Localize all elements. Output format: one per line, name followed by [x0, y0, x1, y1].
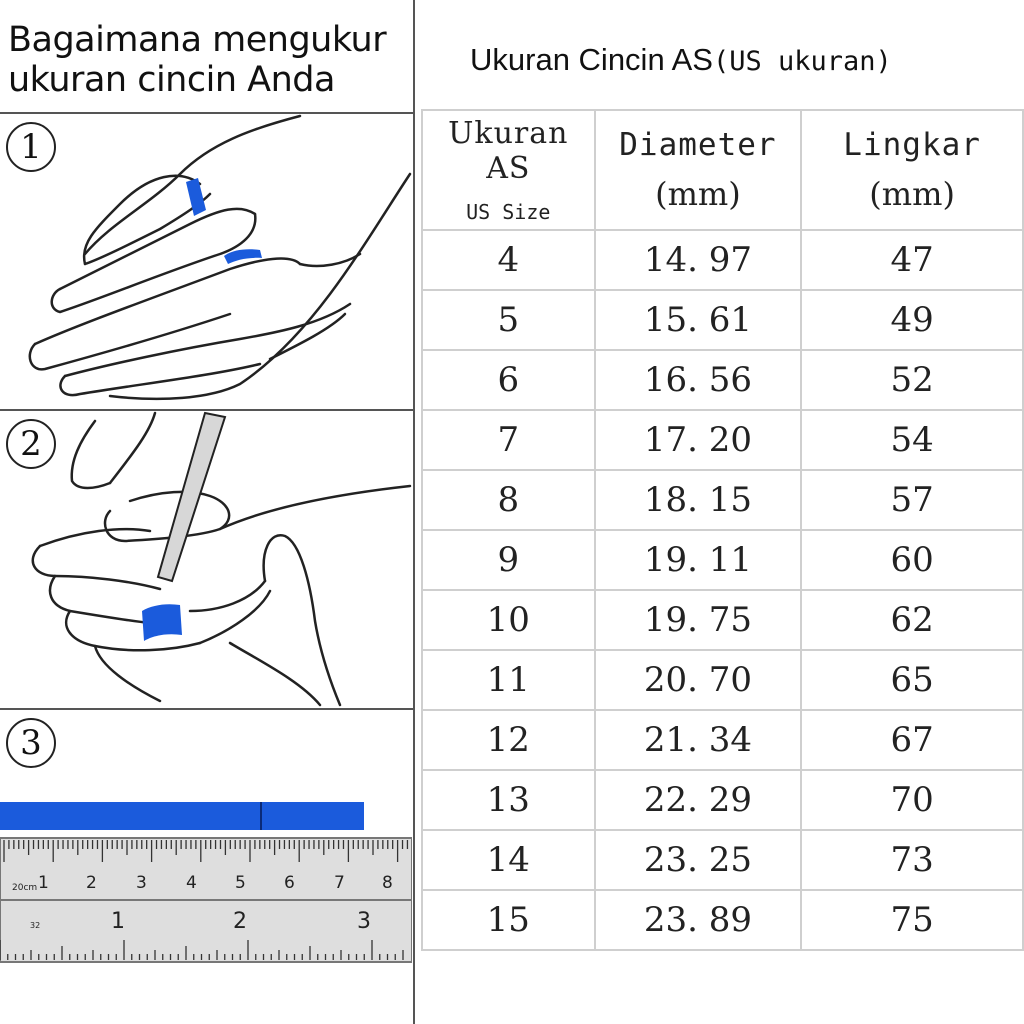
- cell-circumference: 70: [801, 770, 1023, 830]
- cell-us-size: 9: [422, 530, 595, 590]
- table-row: [422, 830, 1023, 890]
- table-row: [422, 710, 1023, 770]
- cell-circumference: 52: [801, 350, 1023, 410]
- header-us-size-sub: US Size: [466, 200, 551, 224]
- cell-circumference: 54: [801, 410, 1023, 470]
- cell-diameter: 19. 75: [595, 590, 802, 650]
- step2-hand-pen-illustration: [0, 411, 412, 707]
- cell-us-size: 13: [422, 770, 595, 830]
- ruler-cm-4: 4: [186, 873, 197, 893]
- cell-circumference: 60: [801, 530, 1023, 590]
- table-row: [422, 650, 1023, 710]
- cell-diameter: 16. 56: [595, 350, 802, 410]
- cell-diameter: 21. 34: [595, 710, 802, 770]
- left-title-line1: Bagaimana mengukur: [8, 20, 387, 60]
- header-us-size: [422, 110, 595, 230]
- size-chart-title-sub: (US ukuran): [712, 46, 892, 77]
- table-row: [422, 770, 1023, 830]
- ruler-cm-6: 6: [284, 873, 295, 893]
- cell-us-size: 7: [422, 410, 595, 470]
- step1-hand-illustration: [0, 114, 412, 408]
- table-row: [422, 410, 1023, 470]
- left-title-line2: ukuran cincin Anda: [8, 60, 335, 100]
- step-3-number: 3: [6, 718, 56, 768]
- cell-diameter: 18. 15: [595, 470, 802, 530]
- left-title: [8, 20, 413, 100]
- step-1-number: 1: [6, 122, 56, 172]
- ruler-cm-label: 20cm: [12, 883, 38, 893]
- ruler-cm-8: 8: [382, 873, 393, 893]
- header-diameter-main: Diameter: [619, 127, 777, 163]
- cell-us-size: 11: [422, 650, 595, 710]
- cell-circumference: 57: [801, 470, 1023, 530]
- ruler-cm-5: 5: [235, 873, 246, 893]
- table-row: [422, 350, 1023, 410]
- table-header-row: [422, 110, 1023, 230]
- ruler-cm-2: 2: [86, 873, 97, 893]
- ruler-inch-1: 1: [111, 909, 125, 934]
- cell-circumference: 47: [801, 230, 1023, 290]
- header-diameter-unit: (mm): [655, 175, 741, 213]
- header-us-size-main: Ukuran AS: [448, 116, 569, 186]
- cell-us-size: 8: [422, 470, 595, 530]
- cell-circumference: 62: [801, 590, 1023, 650]
- cell-us-size: 10: [422, 590, 595, 650]
- table-row: [422, 530, 1023, 590]
- cell-circumference: 73: [801, 830, 1023, 890]
- vertical-divider: [413, 0, 415, 1024]
- ring-size-table: [421, 109, 1024, 951]
- table-row: [422, 230, 1023, 290]
- cell-diameter: 23. 25: [595, 830, 802, 890]
- size-chart-title: [470, 42, 892, 78]
- measured-tape-strip: [0, 802, 364, 830]
- step3-tape-ruler-illustration: [0, 800, 412, 968]
- cell-us-size: 6: [422, 350, 595, 410]
- table-row: [422, 890, 1023, 950]
- cell-us-size: 5: [422, 290, 595, 350]
- ruler-cm-7: 7: [334, 873, 345, 893]
- table-row: [422, 590, 1023, 650]
- cell-circumference: 65: [801, 650, 1023, 710]
- header-circumference-unit: (mm): [869, 175, 955, 213]
- cell-diameter: 20. 70: [595, 650, 802, 710]
- header-circumference: [801, 110, 1023, 230]
- cell-us-size: 12: [422, 710, 595, 770]
- size-chart-title-main: Ukuran Cincin AS: [470, 42, 713, 77]
- ruler-inch-3: 3: [357, 909, 371, 934]
- cell-us-size: 14: [422, 830, 595, 890]
- ruler-cm-1: 1: [38, 873, 49, 893]
- cell-diameter: 15. 61: [595, 290, 802, 350]
- table-row: [422, 290, 1023, 350]
- cell-us-size: 15: [422, 890, 595, 950]
- cell-diameter: 19. 11: [595, 530, 802, 590]
- ruler-inch-label: 32: [30, 921, 41, 930]
- divider-step3: [0, 708, 414, 710]
- table-row: [422, 470, 1023, 530]
- ruler-cm-3: 3: [136, 873, 147, 893]
- cell-circumference: 67: [801, 710, 1023, 770]
- cell-diameter: 14. 97: [595, 230, 802, 290]
- cell-circumference: 75: [801, 890, 1023, 950]
- header-diameter: [595, 110, 802, 230]
- cell-diameter: 22. 29: [595, 770, 802, 830]
- cell-diameter: 23. 89: [595, 890, 802, 950]
- ruler-inch-2: 2: [233, 909, 247, 934]
- cell-circumference: 49: [801, 290, 1023, 350]
- header-circumference-main: Lingkar: [843, 127, 981, 163]
- step-2-number: 2: [6, 419, 56, 469]
- cell-diameter: 17. 20: [595, 410, 802, 470]
- cell-us-size: 4: [422, 230, 595, 290]
